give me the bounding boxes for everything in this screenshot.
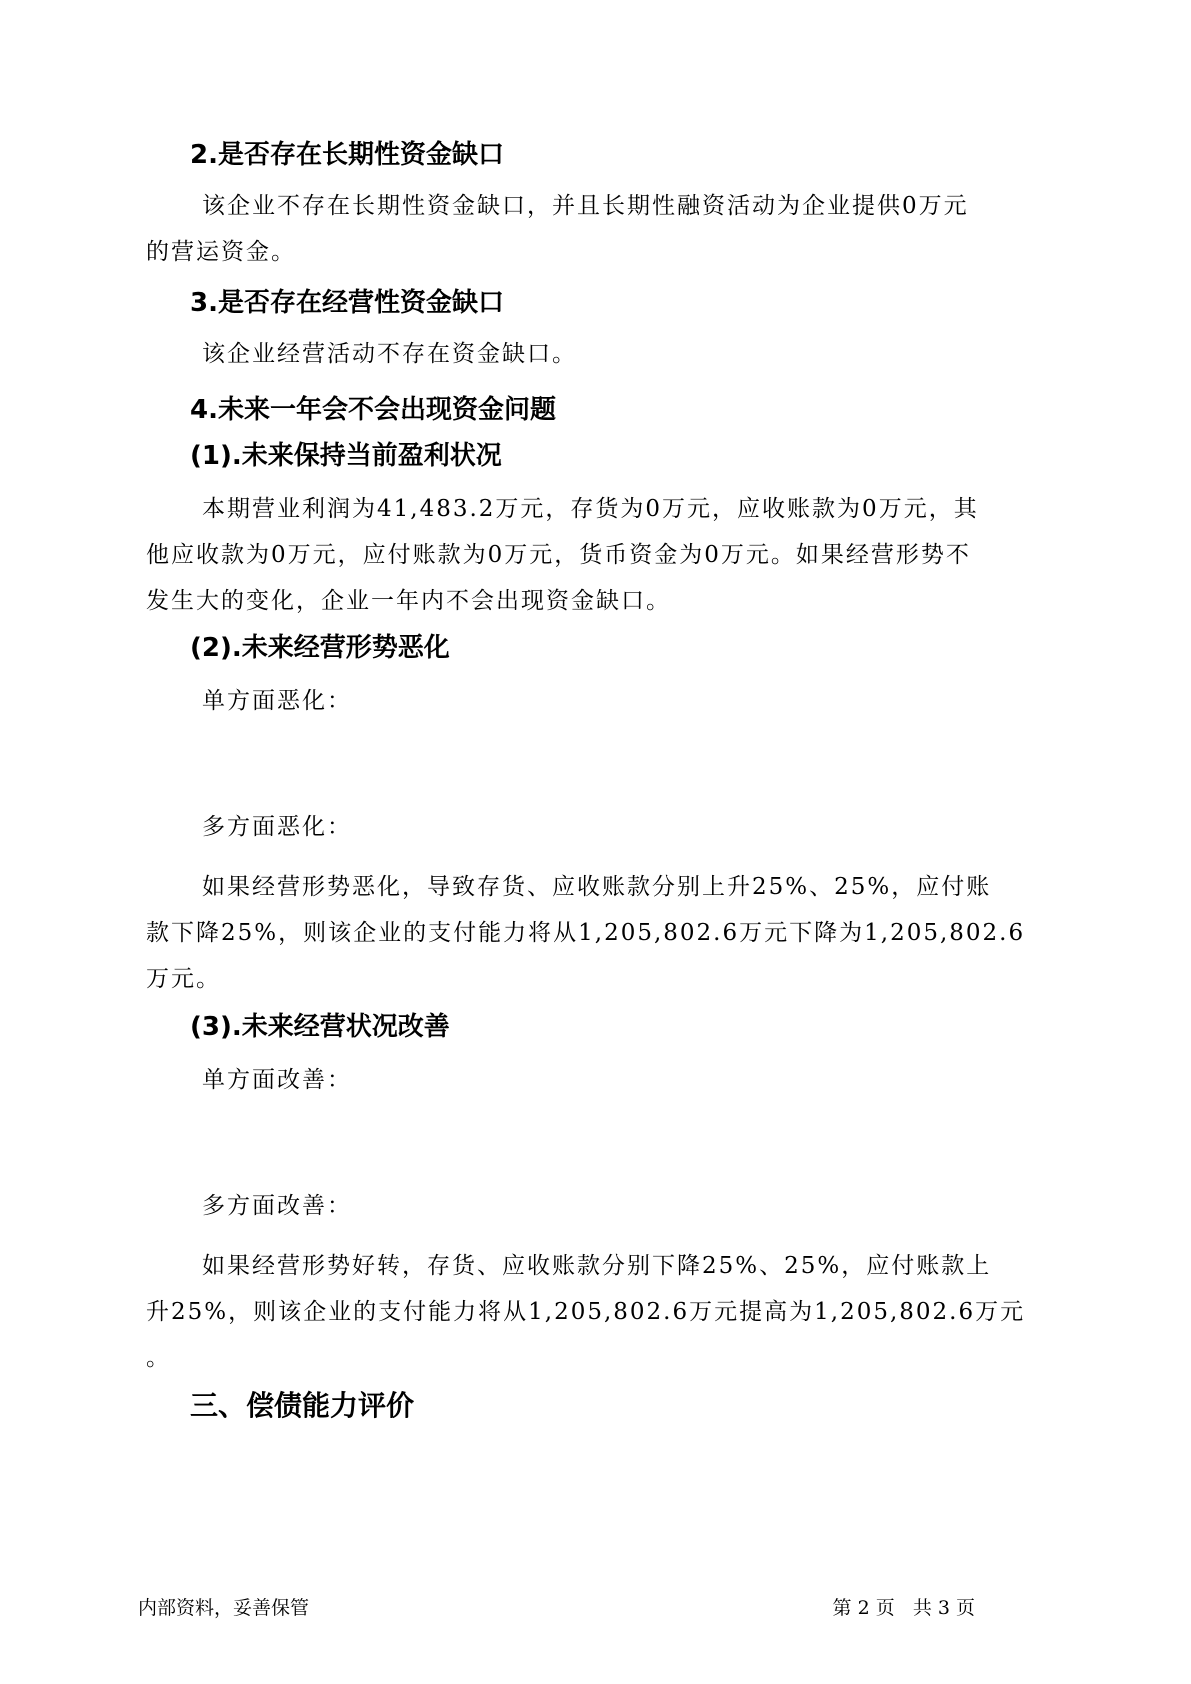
- paragraph-line: 款下降25%，则该企业的支付能力将从1,205,802.6万元下降为1,205,802.6: [146, 920, 1026, 946]
- subsection-3-multi-label: [146, 1183, 1052, 1229]
- footer-page-number: 第 2 页 共 3 页: [832, 1597, 975, 1619]
- section-heading-2: 2.是否存在长期性资金缺口: [190, 140, 504, 170]
- subsection-2-paragraph: [146, 864, 1052, 1002]
- subsection-2-single-label: [146, 678, 1052, 724]
- paragraph-line: 。: [146, 1345, 171, 1371]
- subsection-2-multi-label: [146, 804, 1052, 850]
- section-3-paragraph: [146, 331, 1052, 377]
- paragraph-line: 升25%，则该企业的支付能力将从1,205,802.6万元提高为1,205,802.6万元: [146, 1299, 1026, 1325]
- chapter-heading: 三、偿债能力评价: [190, 1389, 415, 1422]
- footer-confidential-note: 内部资料，妥善保管: [138, 1597, 310, 1619]
- paragraph-line: 多方面恶化：: [202, 814, 352, 840]
- section-heading-3: 3.是否存在经营性资金缺口: [190, 288, 504, 318]
- subsection-3-single-label: [146, 1057, 1052, 1103]
- paragraph-line: 万元。: [146, 966, 221, 992]
- paragraph-line: 单方面改善：: [202, 1067, 352, 1093]
- subsection-1-paragraph: [146, 486, 1052, 624]
- section-heading-4: 4.未来一年会不会出现资金问题: [190, 395, 556, 425]
- paragraph-line: 发生大的变化，企业一年内不会出现资金缺口。: [146, 588, 671, 614]
- paragraph-line: 该企业不存在长期性资金缺口，并且长期性融资活动为企业提供0万元: [202, 193, 969, 219]
- subsection-heading-1: (1).未来保持当前盈利状况: [190, 441, 502, 471]
- section-2-paragraph: [146, 183, 1052, 275]
- paragraph-line: 如果经营形势恶化，导致存货、应收账款分别上升25%、25%，应付账: [202, 874, 992, 900]
- paragraph-line: 他应收款为0万元，应付账款为0万元，货币资金为0万元。如果经营形势不: [146, 542, 971, 568]
- paragraph-line: 多方面改善：: [202, 1193, 352, 1219]
- subsection-3-paragraph: [146, 1243, 1052, 1381]
- paragraph-line: 的营运资金。: [146, 239, 296, 265]
- subsection-heading-3: (3).未来经营状况改善: [190, 1012, 450, 1042]
- subsection-heading-2: (2).未来经营形势恶化: [190, 633, 450, 663]
- paragraph-line: 如果经营形势好转，存货、应收账款分别下降25%、25%，应付账款上: [202, 1253, 992, 1279]
- paragraph-line: 单方面恶化：: [202, 688, 352, 714]
- paragraph-line: 该企业经营活动不存在资金缺口。: [202, 341, 577, 367]
- paragraph-line: 本期营业利润为41,483.2万元，存货为0万元，应收账款为0万元，其: [202, 496, 979, 522]
